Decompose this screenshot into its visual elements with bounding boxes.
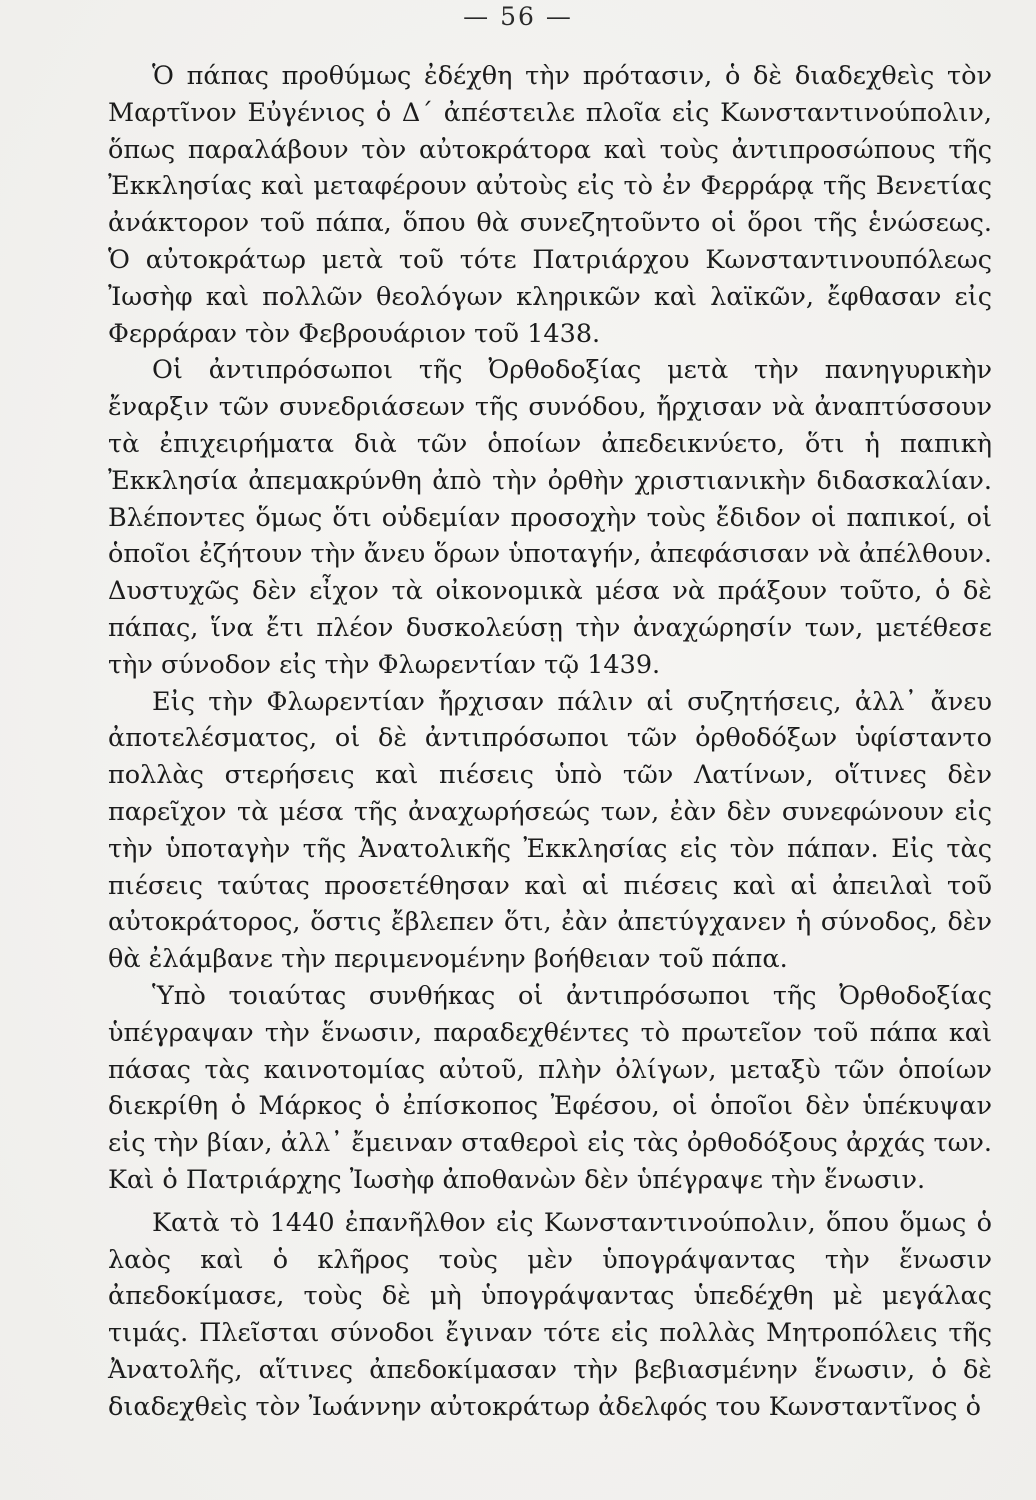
paragraph-1: Ὁ πάπας προθύμως ἐδέχθη τὴν πρότασιν, ὁ δὲ διαδεχθεὶς τὸν Μαρτῖνον Εὐγένιος ὁ Δ΄ ἀπέστειλε πλοῖα εἰς Κωνσταντινούπολιν, ὅπως παραλάβουν τὸν αὐτοκράτορα καὶ τοὺς ἀντιπροσώπους τῆς Ἐκκλησίας καὶ μεταφέρουν αὐτοὺς εἰς τὸ ἐν Φερράρᾳ τῆς Βενετίας ἀνάκτορον τοῦ πάπα, ὅπου θὰ συνεζητοῦντο οἱ ὅροι τῆς ἑνώσεως. Ὁ αὐτοκράτωρ μετὰ τοῦ τότε Πατριάρχου Κωνσταντινουπόλεως Ἰωσὴφ καὶ πολλῶν θεολόγων κληρικῶν καὶ λαϊκῶν, ἔφθασαν εἰς Φερράραν τὸν Φεβρουάριον τοῦ 1438. (108, 61, 992, 349)
paragraph-4: Ὑπὸ τοιαύτας συνθήκας οἱ ἀντιπρόσωποι τῆς Ὀρθοδοξίας ὑπέγραψαν τὴν ἕνωσιν, παραδεχθέντες τὸ πρωτεῖον τοῦ πάπα καὶ πάσας τὰς καινοτομίας αὐτοῦ, πλὴν ὀλίγων, μεταξὺ τῶν ὁποίων διεκρίθη ὁ Μάρκος ὁ ἐπίσκοπος Ἐφέσου, οἱ ὁποῖοι δὲν ὑπέκυψαν εἰς τὴν βίαν, ἀλλ᾿ ἔμειναν σταθεροὶ εἰς τὰς ὀρθοδόξους ἀρχάς των. Καὶ ὁ Πατριάρχης Ἰωσὴφ ἀποθανὼν δὲν ὑπέγραψε τὴν ἕνωσιν. (108, 980, 992, 1195)
text-body (108, 58, 992, 1425)
paragraph-2: Οἱ ἀντιπρόσωποι τῆς Ὀρθοδοξίας μετὰ τὴν πανηγυρικὴν ἔναρξιν τῶν συνεδριάσεων τῆς συνόδου, ἤρχισαν νὰ ἀναπτύσσουν τὰ ἐπιχειρήματα διὰ τῶν ὁποίων ἀπεδεικνύετο, ὅτι ἡ παπικὴ Ἐκκλησία ἀπεμακρύνθη ἀπὸ τὴν ὀρθὴν χριστιανικὴν διδασκαλίαν. Βλέποντες ὅμως ὅτι οὐδεμίαν προσοχὴν τοὺς ἔδιδον οἱ παπικοί, οἱ ὁποῖοι ἐζήτουν τὴν ἄνευ ὅρων ὑποταγήν, ἀπεφάσισαν νὰ ἀπέλθουν. Δυστυχῶς δὲν εἶχον τὰ οἰκονομικὰ μέσα νὰ πράξουν τοῦτο, ὁ δὲ πάπας, ἵνα ἔτι πλέον δυσκολεύσῃ τὴν ἀναχώρησίν των, μετέθεσε τὴν σύνοδον εἰς τὴν Φλωρεντίαν τῷ 1439. (108, 355, 992, 680)
paragraph-3: Εἰς τὴν Φλωρεντίαν ἤρχισαν πάλιν αἱ συζητήσεις, ἀλλ᾿ ἄνευ ἀποτελέσματος, οἱ δὲ ἀντιπρόσωποι τῶν ὀρθοδόξων ὑφίσταντο πολλὰς στερήσεις καὶ πιέσεις ὑπὸ τῶν Λατίνων, οἵτινες δὲν παρεῖχον τὰ μέσα τῆς ἀναχωρήσεώς των, ἐὰν δὲν συνεφώνουν εἰς τὴν ὑποταγὴν τῆς Ἀνατολικῆς Ἐκκλησίας εἰς τὸν πάπαν. Εἰς τὰς πιέσεις ταύτας προσετέθησαν καὶ αἱ πιέσεις καὶ αἱ ἀπειλαὶ τοῦ αὐτοκράτορος, ὅστις ἔβλεπεν ὅτι, ἐὰν ἀπετύγχανεν ἡ σύνοδος, δὲν θὰ ἐλάμβανε τὴν περιμενομένην βοήθειαν τοῦ πάπα. (108, 686, 992, 975)
page-number: — 56 — (463, 2, 573, 31)
paragraph-5: Κατὰ τὸ 1440 ἐπανῆλθον εἰς Κωνσταντινούπολιν, ὅπου ὅμως ὁ λαὸς καὶ ὁ κλῆρος τοὺς μὲν ὑπογράψαντας τὴν ἕνωσιν ἀπεδοκίμασε, τοὺς δὲ μὴ ὑπογράψαντας ὑπεδέχθη μὲ μεγάλας τιμάς. Πλεῖσται σύνοδοι ἔγιναν τότε εἰς πολλὰς Μητροπόλεις τῆς Ἀνατολῆς, αἵτινες ἀπεδοκίμασαν τὴν βεβιασμένην ἕνωσιν, ὁ δὲ διαδεχθεὶς τὸν Ἰωάννην αὐτοκράτωρ ἀδελφός του Κωνσταντῖνος ὁ (108, 1207, 992, 1422)
